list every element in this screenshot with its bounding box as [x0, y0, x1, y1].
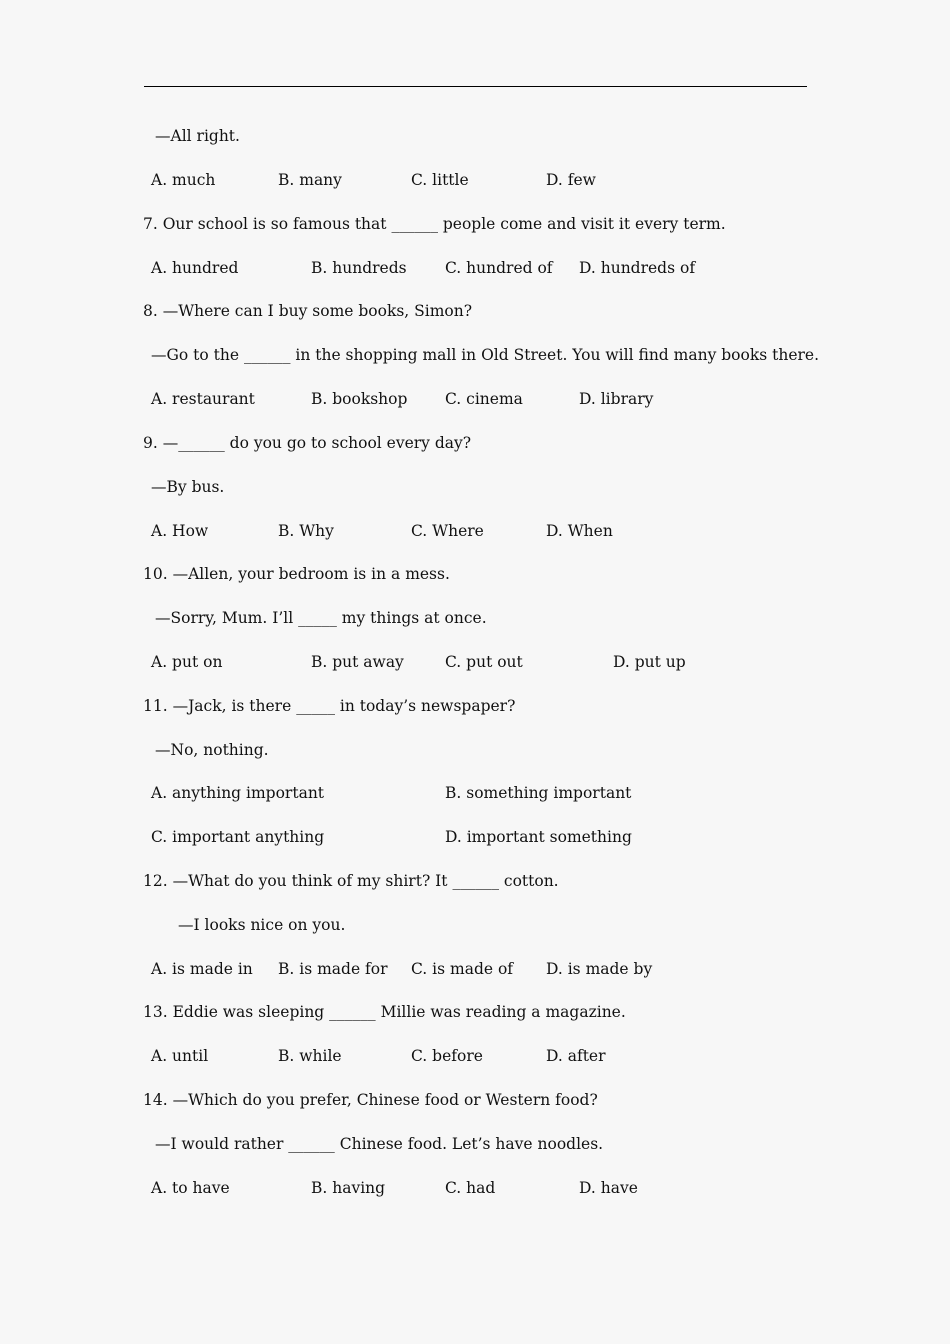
q10-option-a: A. put on [151, 653, 223, 671]
q6-option-b: B. many [278, 171, 342, 189]
q9-option-d: D. When [546, 522, 613, 540]
q14-option-d: D. have [579, 1179, 638, 1197]
q10-reply: —Sorry, Mum. I’ll _____ my things at once. [155, 609, 487, 627]
q13-option-b: B. while [278, 1047, 342, 1065]
q6-answer-line [0, 125, 950, 147]
q14-stem: 14. —Which do you prefer, Chinese food or Western food? [143, 1091, 598, 1109]
q14-stem-line [0, 1089, 950, 1111]
q8-stem: 8. —Where can I buy some books, Simon? [143, 302, 473, 320]
q12-options [0, 958, 950, 980]
q7-option-a: A. hundred [151, 259, 239, 277]
q8-option-d: D. library [579, 390, 654, 408]
q11-reply-line [0, 739, 950, 761]
q10-option-d: D. put up [613, 653, 686, 671]
q12-stem: 12. —What do you think of my shirt? It ______ cotton. [143, 872, 559, 890]
q11-options-row1 [0, 782, 950, 804]
q9-stem: 9. —______ do you go to school every day? [143, 434, 472, 452]
q8-option-a: A. restaurant [151, 390, 255, 408]
q10-options [0, 651, 950, 673]
q10-reply-line [0, 607, 950, 629]
q6-option-a: A. much [151, 171, 216, 189]
q13-stem: 13. Eddie was sleeping ______ Millie was reading a magazine. [143, 1003, 626, 1021]
q6-answer: —All right. [155, 127, 240, 145]
q14-reply-line [0, 1133, 950, 1155]
q7-stem-line [0, 213, 950, 235]
q13-option-c: C. before [411, 1047, 483, 1065]
q9-reply-line [0, 476, 950, 498]
q7-option-b: B. hundreds [311, 259, 407, 277]
q8-option-b: B. bookshop [311, 390, 408, 408]
q8-options [0, 388, 950, 410]
q6-option-c: C. little [411, 171, 469, 189]
q9-option-c: C. Where [411, 522, 484, 540]
q11-options-row2 [0, 826, 950, 848]
q12-reply: —I looks nice on you. [178, 916, 346, 934]
q14-options [0, 1177, 950, 1199]
q12-option-a: A. is made in [151, 960, 253, 978]
q7-option-d: D. hundreds of [579, 259, 696, 277]
page-top-rule [144, 86, 807, 87]
q10-option-c: C. put out [445, 653, 523, 671]
q7-options [0, 257, 950, 279]
q9-reply: —By bus. [151, 478, 225, 496]
q13-stem-line [0, 1001, 950, 1023]
q12-reply-line [0, 914, 950, 936]
q10-stem-line [0, 563, 950, 585]
q7-stem: 7. Our school is so famous that ______ people come and visit it every term. [143, 215, 726, 233]
q9-option-a: A. How [151, 522, 209, 540]
q11-option-c: C. important anything [151, 828, 325, 846]
q6-options [0, 169, 950, 191]
q12-option-c: C. is made of [411, 960, 514, 978]
q8-reply: —Go to the ______ in the shopping mall in Old Street. You will find many books there. [151, 346, 820, 364]
q11-reply: —No, nothing. [155, 741, 269, 759]
q7-option-c: C. hundred of [445, 259, 553, 277]
q13-option-d: D. after [546, 1047, 606, 1065]
q11-option-a: A. anything important [151, 784, 325, 802]
q8-reply-line [0, 344, 950, 366]
q12-stem-line [0, 870, 950, 892]
q10-stem: 10. —Allen, your bedroom is in a mess. [143, 565, 450, 583]
q9-options [0, 520, 950, 542]
q11-option-d: D. important something [445, 828, 632, 846]
q8-stem-line [0, 300, 950, 322]
q14-option-c: C. had [445, 1179, 496, 1197]
q11-stem: 11. —Jack, is there _____ in today’s newspaper? [143, 697, 516, 715]
q13-option-a: A. until [151, 1047, 209, 1065]
q6-option-d: D. few [546, 171, 596, 189]
q12-option-b: B. is made for [278, 960, 388, 978]
q14-option-b: B. having [311, 1179, 386, 1197]
q14-reply: —I would rather ______ Chinese food. Let’s have noodles. [155, 1135, 604, 1153]
q12-option-d: D. is made by [546, 960, 653, 978]
q11-stem-line [0, 695, 950, 717]
q14-option-a: A. to have [151, 1179, 230, 1197]
q13-options [0, 1045, 950, 1067]
q9-stem-line [0, 432, 950, 454]
q8-option-c: C. cinema [445, 390, 523, 408]
q11-option-b: B. something important [445, 784, 632, 802]
q9-option-b: B. Why [278, 522, 334, 540]
q10-option-b: B. put away [311, 653, 404, 671]
